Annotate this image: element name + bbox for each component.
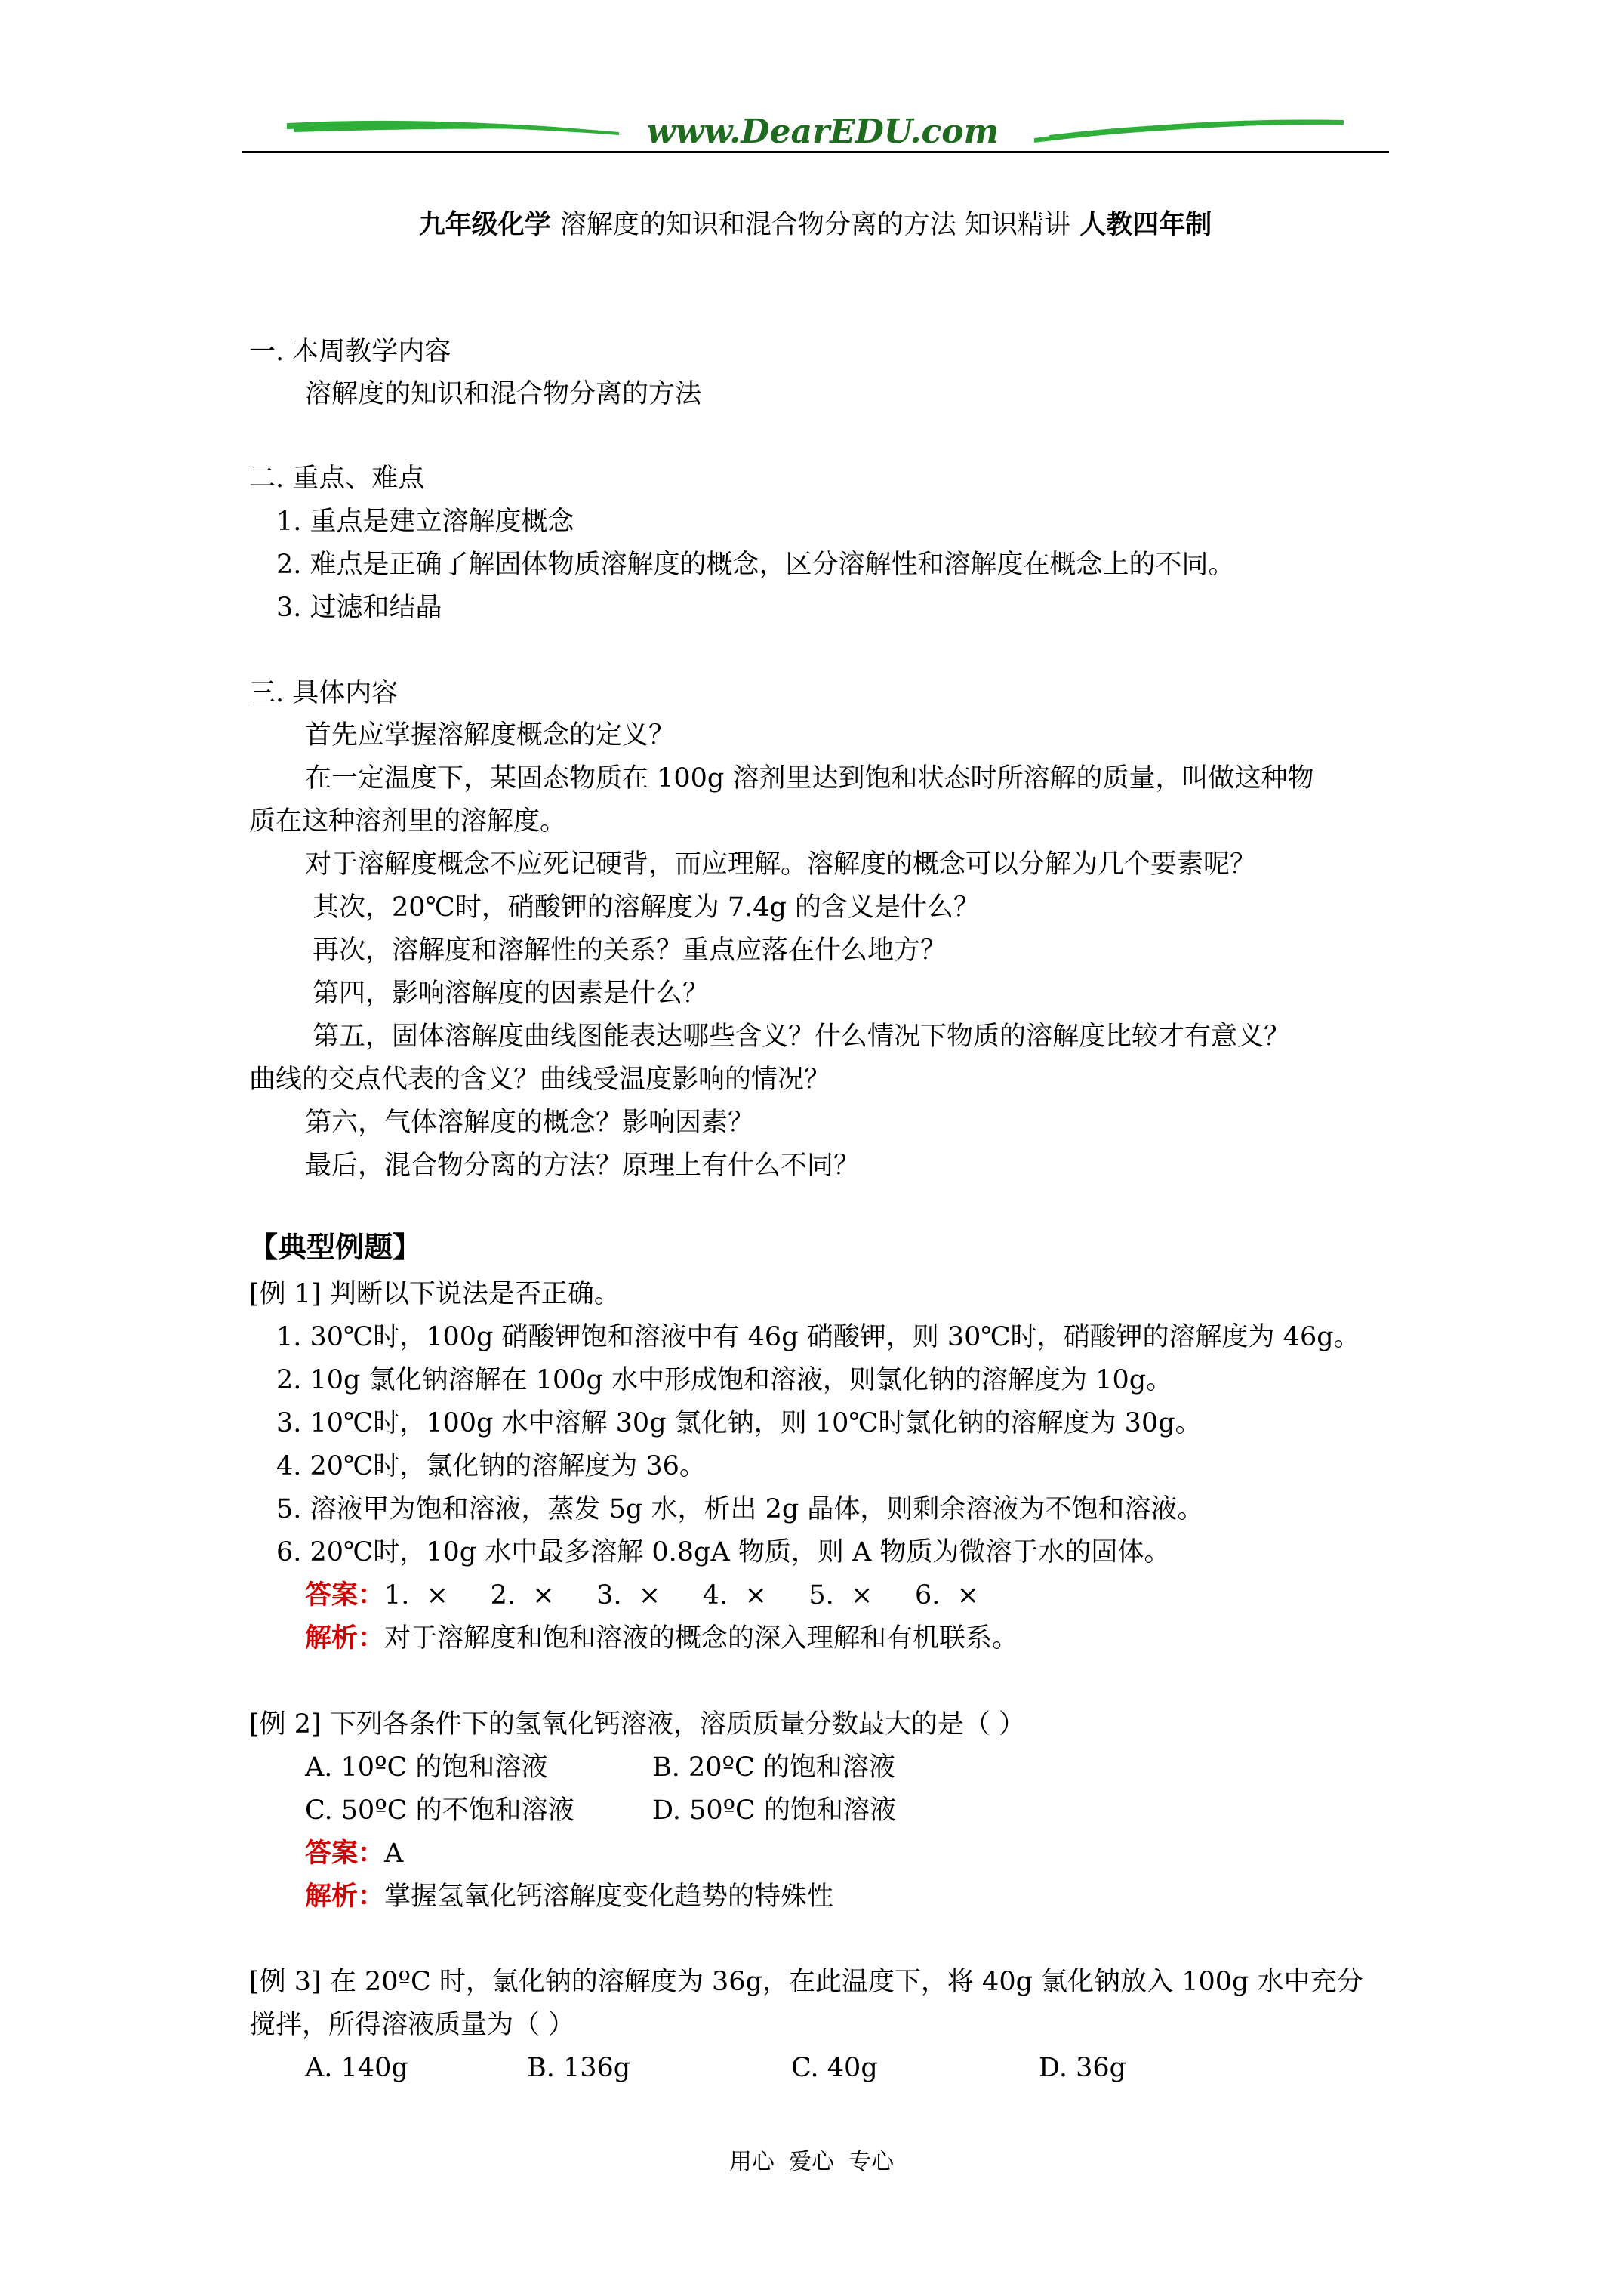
answer-text: A — [384, 1838, 404, 1869]
section3-heading: 三. 具体内容 — [249, 678, 399, 708]
section2-heading: 二. 重点、难点 — [249, 464, 425, 494]
section2-item-2: 2. 难点是正确了解固体物质溶解度的概念，区分溶解性和溶解度在概念上的不同。 — [276, 550, 1235, 580]
example1-item: 1. 30℃时，100g 硝酸钾饱和溶液中有 46g 硝酸钾，则 30℃时，硝酸钾的溶解度为 46g。 — [276, 1322, 1360, 1352]
example1-item: 6. 20℃时，10g 水中最多溶解 0.8gA 物质，则 A 物质为微溶于水的固体。 — [276, 1537, 1171, 1567]
example2-option-d: D. 50ºC 的饱和溶液 — [652, 1795, 896, 1826]
answer-text: 1. × 2. × 3. × 4. × 5. × 6. × — [384, 1580, 979, 1610]
example2-option-b: B. 20ºC 的饱和溶液 — [652, 1752, 895, 1783]
example2-stem: [例 2] 下列各条件下的氢氧化钙溶液，溶质质量分数最大的是（ ） — [249, 1709, 1025, 1740]
example3-option-c: C. 40g — [791, 2053, 878, 2083]
example1-answer — [305, 1579, 979, 1612]
section3-line: 曲线的交点代表的含义？曲线受温度影响的情况？ — [249, 1065, 831, 1095]
example2-option-a: A. 10ºC 的饱和溶液 — [305, 1752, 548, 1783]
example1-item: 5. 溶液甲为饱和溶液，蒸发 5g 水，析出 2g 晶体，则剩余溶液为不饱和溶液。 — [276, 1494, 1204, 1524]
section3-line: 第六，气体溶解度的概念？影响因素？ — [305, 1108, 755, 1138]
header-banner — [242, 109, 1389, 162]
analysis-text: 掌握氢氧化钙溶解度变化趋势的特殊性 — [384, 1881, 834, 1912]
title-edition: 人教四年制 — [1079, 209, 1212, 240]
section3-line: 再次，溶解度和溶解性的关系？重点应落在什么地方？ — [313, 935, 947, 966]
section3-line: 质在这种溶剂里的溶解度。 — [249, 806, 567, 837]
title-grade: 九年级化学 — [418, 209, 551, 240]
section3-line: 第四，影响溶解度的因素是什么？ — [313, 978, 710, 1009]
example1-item: 2. 10g 氯化钠溶解在 100g 水中形成饱和溶液，则氯化钠的溶解度为 10g。 — [276, 1365, 1173, 1395]
section2-item-3: 3. 过滤和结晶 — [276, 593, 442, 623]
example1-item: 3. 10℃时，100g 水中溶解 30g 氯化钠，则 10℃时氯化钠的溶解度为 30g。 — [276, 1408, 1202, 1438]
example3-option-a: A. 140g — [305, 2053, 408, 2083]
analysis-label: 解析： — [305, 1623, 385, 1653]
example3-option-d: D. 36g — [1039, 2053, 1127, 2083]
section3-line: 首先应掌握溶解度概念的定义？ — [305, 720, 676, 750]
example3-option-b: B. 136g — [527, 2053, 631, 2083]
logo-text: www.DearEDU.com — [646, 112, 999, 151]
analysis-label: 解析： — [305, 1881, 385, 1912]
example1-item: 4. 20℃时，氯化钠的溶解度为 36。 — [276, 1451, 706, 1481]
example2-option-c: C. 50ºC 的不饱和溶液 — [305, 1795, 574, 1826]
header-divider — [242, 151, 1389, 153]
analysis-text: 对于溶解度和饱和溶液的概念的深入理解和有机联系。 — [384, 1623, 1019, 1653]
section3-line: 对于溶解度概念不应死记硬背，而应理解。溶解度的概念可以分解为几个要素呢？ — [305, 849, 1257, 880]
section3-line: 最后，混合物分离的方法？原理上有什么不同？ — [305, 1151, 861, 1181]
title-topic: 溶解度的知识和混合物分离的方法 知识精讲 — [559, 210, 1071, 240]
page-footer: 用心 爱心 专心 — [728, 2149, 895, 2175]
example1-analysis — [305, 1622, 1018, 1655]
example2-analysis — [305, 1880, 833, 1913]
page-title — [242, 204, 1389, 242]
section2-item-1: 1. 重点是建立溶解度概念 — [276, 507, 574, 537]
example2-answer — [305, 1837, 403, 1870]
example3-stem-line1: [例 3] 在 20ºC 时，氯化钠的溶解度为 36g，在此温度下，将 40g 氯化钠放入 100g 水中充分 — [249, 1967, 1363, 1997]
answer-label: 答案： — [305, 1579, 385, 1610]
section3-line: 在一定温度下，某固态物质在 100g 溶剂里达到饱和状态时所溶解的质量，叫做这种物 — [305, 763, 1314, 794]
section1-heading: 一. 本周教学内容 — [249, 337, 451, 367]
examples-heading: 【典型例题】 — [249, 1230, 422, 1264]
example1-stem: [例 1] 判断以下说法是否正确。 — [249, 1279, 621, 1309]
section1-content: 溶解度的知识和混合物分离的方法 — [305, 379, 702, 409]
section3-line: 其次，20℃时，硝酸钾的溶解度为 7.4g 的含义是什么？ — [313, 892, 981, 923]
section3-line: 第五，固体溶解度曲线图能表达哪些含义？什么情况下物质的溶解度比较才有意义？ — [313, 1022, 1291, 1052]
answer-label: 答案： — [305, 1838, 385, 1869]
example3-stem-line2: 搅拌，所得溶液质量为（ ） — [249, 2010, 575, 2040]
